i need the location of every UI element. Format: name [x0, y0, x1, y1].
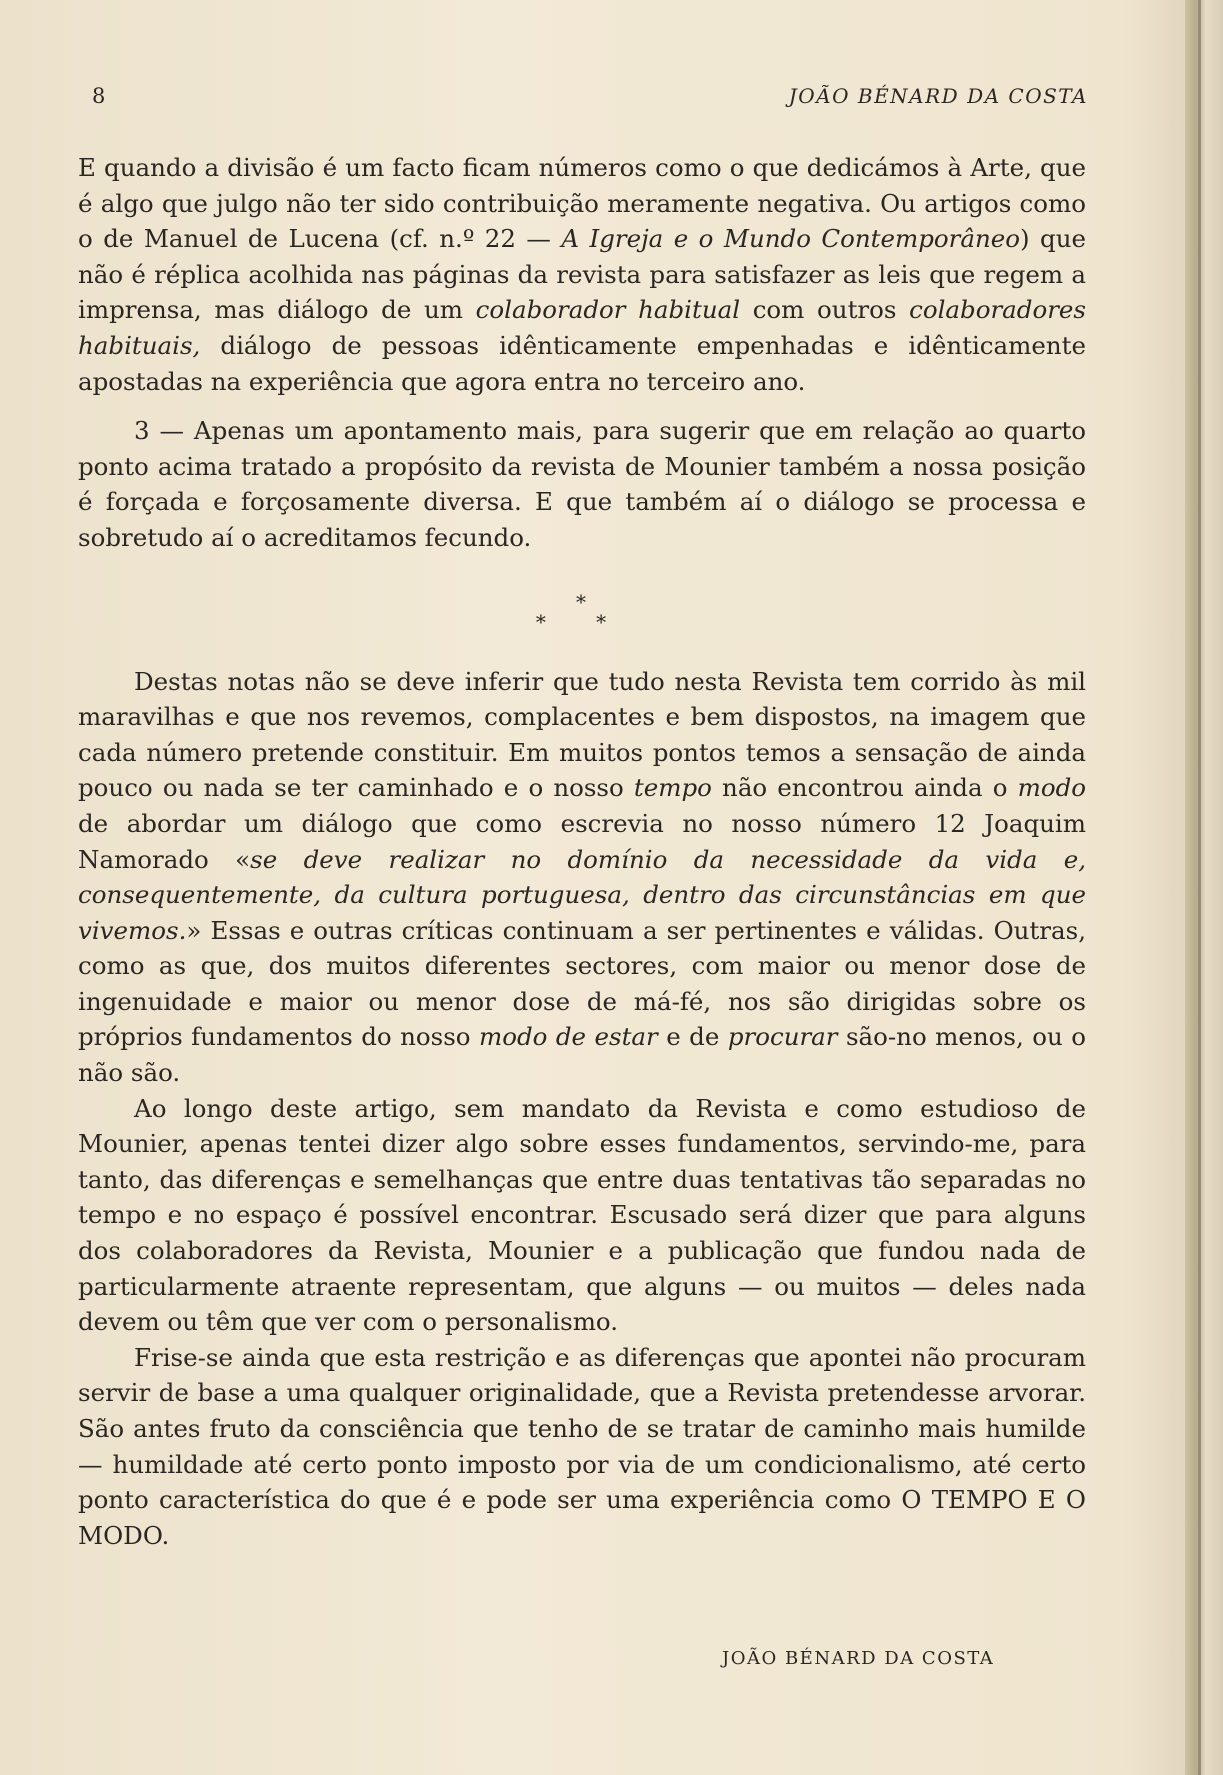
italic-text-run: colaborador habitual [475, 295, 741, 325]
italic-text-run: modo [1017, 773, 1087, 803]
page-number: 8 [92, 84, 106, 108]
page-edge-shadow [1185, 0, 1223, 1775]
binding-line [1198, 0, 1201, 1775]
text-run: são-no menos, ou o não são. [78, 1022, 1086, 1088]
text-run: diálogo de pessoas idênticamente empenhadas e idênticamente apostadas na experiência que agora entra no terceiro ano. [78, 330, 1086, 396]
text-run: e de [657, 1022, 728, 1052]
paragraph [78, 664, 1086, 1091]
text-run: com outros [740, 295, 910, 325]
text-run: Destas notas não se deve inferir que tudo nesta Revista tem corrido às mil maravilhas e que nos revemos, complacentes e bem dispostos, na imagem que cada número pretende constituir. Em muitos pontos temos a sensação de ainda pouco ou nada se ter caminhado e o nosso [78, 666, 1086, 803]
article-body [78, 150, 1086, 1553]
text-run: Ao longo deste artigo, sem mandato da Revista e como estudioso de Mounier, apenas tentei dizer algo sobre esses fundamentos, servindo-me, para tanto, das diferenças e semelhanças que entre duas tentativas tão separadas no tempo e no espaço é possível encontrar. Escusado será dizer que para alguns dos colaboradores da Revista, Mounier e a publicação que fundou nada de particularmente atraente representam, que alguns — ou muitos — deles nada devem ou têm que ver com o personalismo. [78, 1093, 1086, 1337]
italic-text-run: se deve realizar no domínio da necessidade da vida e, consequentemente, da cultura portuguesa, dentro das circunstâncias em que vivemos. [78, 844, 1086, 945]
ornament-bottom: * * [535, 609, 629, 634]
section-ornament [78, 589, 1086, 634]
ornament-top: * [576, 589, 608, 614]
paragraph [78, 150, 1086, 399]
author-signature: JOÃO BÉNARD DA COSTA [722, 1648, 995, 1669]
text-run: Frise-se ainda que esta restrição e as diferenças que apontei não procuram servir de base a uma qualquer originalidade, que a Revista pretendesse arvorar. São antes fruto da consciência que tenho de se tratar de caminho mais humilde — humildade até certo ponto imposto por via de um condicionalismo, até certo ponto característica do que é e pode ser uma experiência como O TEMPO E O MODO. [78, 1342, 1086, 1550]
paragraph [78, 1091, 1086, 1340]
running-head: JOÃO BÉNARD DA COSTA [788, 84, 1088, 108]
italic-text-run: tempo [633, 773, 712, 803]
text-run: E quando a divisão é um facto ficam números como o que dedicámos à Arte, que é algo que julgo não ter sido contribuição meramente negativa. Ou artigos como o de Manuel de Lucena (cf. n.º 22 — [78, 153, 1086, 254]
page-header [92, 84, 1088, 112]
italic-text-run: A Igreja e o Mundo Contemporâneo [561, 224, 1021, 254]
italic-text-run: procurar [727, 1022, 838, 1052]
text-run: » Essas e outras críticas continuam a ser pertinentes e válidas. Outras, como as que, dos muitos diferentes sectores, com maior ou menor dose de ingenuidade e maior ou menor dose de má-fé, nos são dirigidas sobre os próprios fundamentos do nosso [78, 915, 1086, 1052]
text-run: de abordar um diálogo que como escrevia no nosso número 12 Joaquim Namorado « [78, 808, 1086, 874]
paragraph [78, 413, 1086, 555]
italic-text-run: colaboradores habituais, [78, 295, 1086, 360]
text-run: não encontrou ainda o [711, 773, 1018, 803]
italic-text-run: modo de estar [479, 1022, 658, 1052]
text-run: ) que não é réplica acolhida nas páginas da revista para satisfazer as leis que regem a imprensa, mas diálogo de um [78, 224, 1086, 325]
paragraph [78, 1340, 1086, 1554]
text-run: 3 — Apenas um apontamento mais, para sugerir que em relação ao quarto ponto acima tratado a propósito da revista de Mounier também a nossa posição é forçada e forçosamente diversa. E que também aí o diálogo se processa e sobretudo aí o acreditamos fecundo. [78, 416, 1086, 552]
